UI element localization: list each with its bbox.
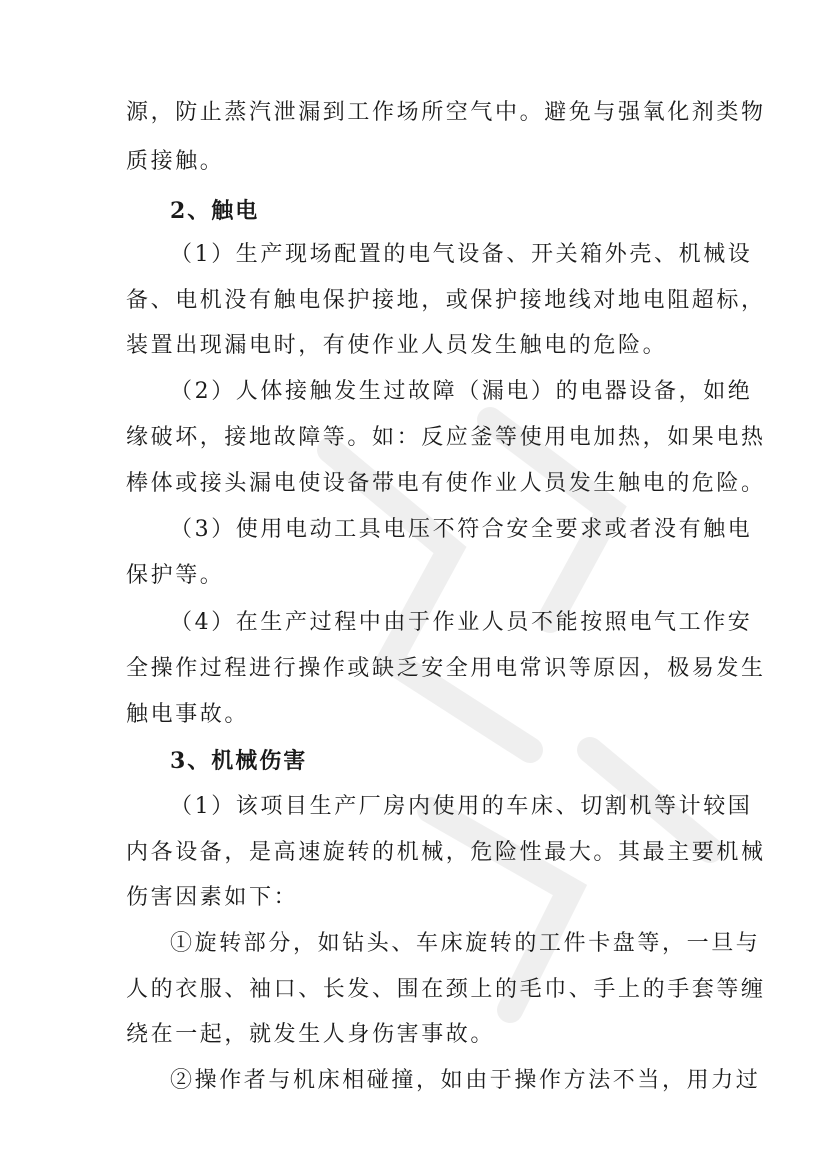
paragraph-line: （1）该项目生产厂房内使用的车床、切割机等计较国 (170, 794, 753, 819)
paragraph-line: 源，防止蒸汽泄漏到工作场所空气中。避免与强氧化剂类物 (126, 100, 766, 125)
paragraph-line: 棒体或接头漏电使设备带电有使作业人员发生触电的危险。 (126, 471, 766, 496)
paragraph-line: ①旋转部分，如钻头、车床旋转的工件卡盘等，一旦与 (170, 931, 761, 956)
paragraph-line: （4）在生产过程中由于作业人员不能按照电气工作安 (170, 610, 753, 635)
paragraph-line: 质接触。 (126, 149, 225, 174)
paragraph-line: 绕在一起，就发生人身伤害事故。 (126, 1022, 496, 1047)
paragraph-line: 人的衣服、袖口、长发、围在颈上的毛巾、手上的手套等缠 (126, 977, 766, 1002)
paragraph-line: 内各设备，是高速旋转的机械，危险性最大。其最主要机械 (126, 840, 766, 865)
section-heading: 3、机械伤害 (170, 748, 308, 774)
paragraph-line: 备、电机没有触电保护接地，或保护接地线对地电阻超标， (126, 288, 766, 313)
paragraph-line: 缘破坏，接地故障等。如：反应釜等使用电加热，如果电热 (126, 425, 766, 450)
paragraph-line: 伤害因素如下： (126, 885, 299, 910)
paragraph-line: 装置出现漏电时，有使作业人员发生触电的危险。 (126, 333, 668, 358)
paragraph-line: （3）使用电动工具电压不符合安全要求或者没有触电 (170, 517, 753, 542)
section-heading: 2、触电 (170, 198, 260, 224)
paragraph-line: 保护等。 (126, 563, 225, 588)
paragraph-line: ②操作者与机床相碰撞，如由于操作方法不当，用力过 (170, 1068, 761, 1093)
paragraph-line: （2）人体接触发生过故障（漏电）的电器设备，如绝 (170, 379, 753, 404)
paragraph-line: （1）生产现场配置的电气设备、开关箱外壳、机械设 (170, 242, 753, 267)
paragraph-line: 全操作过程进行操作或缺乏安全用电常识等原因，极易发生 (126, 656, 766, 681)
paragraph-line: 触电事故。 (126, 702, 250, 727)
